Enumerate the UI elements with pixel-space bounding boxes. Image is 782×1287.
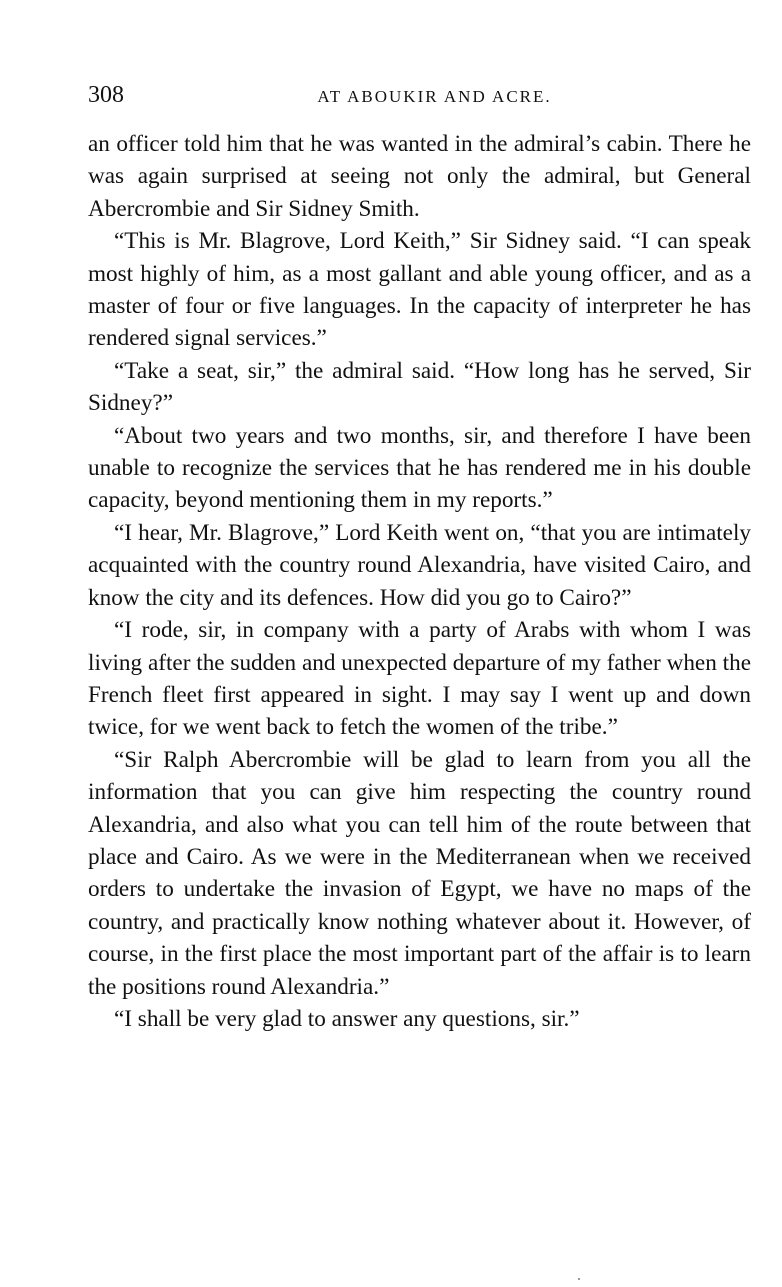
- paragraph: “I shall be very glad to answer any questions, sir.”: [114, 1005, 580, 1032]
- paragraph: “I rode, sir, in company with a party of Arabs with whom I was living after the sudden and unexpected departure of my father when the French fleet first appeared in sight. I may say I went up and down twice, for we went back to fetch the women of the tribe.”: [88, 617, 751, 741]
- paragraph: “About two years and two months, sir, and therefore I have been unable to recognize the services that he has rendered me in his double capacity, beyond mentioning them in my reports.”: [88, 422, 751, 514]
- book-page: [88, 78, 751, 1035]
- paragraph: an officer told him that he was wanted in the admiral’s cabin. There he was again surprised at seeing not only the admiral, but General Abercrombie and Sir Sidney Smith.: [88, 131, 751, 222]
- paragraph: “Sir Ralph Abercrombie will be glad to learn from you all the information that you can give him respecting the country round Alexandria, and also what you can tell him of the route between that place and Cairo. As we were in the Mediterranean when we received orders to undertake the invasion of Egypt, we have no maps of the country, and practically know nothing whatever about it. However, of course, in the first place the most important part of the affair is to learn the positions round Alexandria.”: [88, 746, 751, 1000]
- page-header: [88, 78, 751, 112]
- paragraph: “This is Mr. Blagrove, Lord Keith,” Sir Sidney said. “I can speak most highly of him, as a most gallant and able young officer, and as a master of four or five languages. In the capacity of interpreter he has rendered signal services.”: [88, 228, 751, 352]
- running-head: AT ABOUKIR AND ACRE.: [317, 87, 552, 106]
- scan-speck: [578, 1278, 580, 1280]
- paragraph: “I hear, Mr. Blagrove,” Lord Keith went on, “that you are intimately acquainted with the country round Alexandria, have visited Cairo, and know the city and its defences. How did you go to Cairo?”: [88, 519, 751, 611]
- body-text: [88, 128, 751, 1035]
- page-number: 308: [88, 82, 124, 108]
- paragraph: “Take a seat, sir,” the admiral said. “How long has he served, Sir Sidney?”: [88, 357, 751, 417]
